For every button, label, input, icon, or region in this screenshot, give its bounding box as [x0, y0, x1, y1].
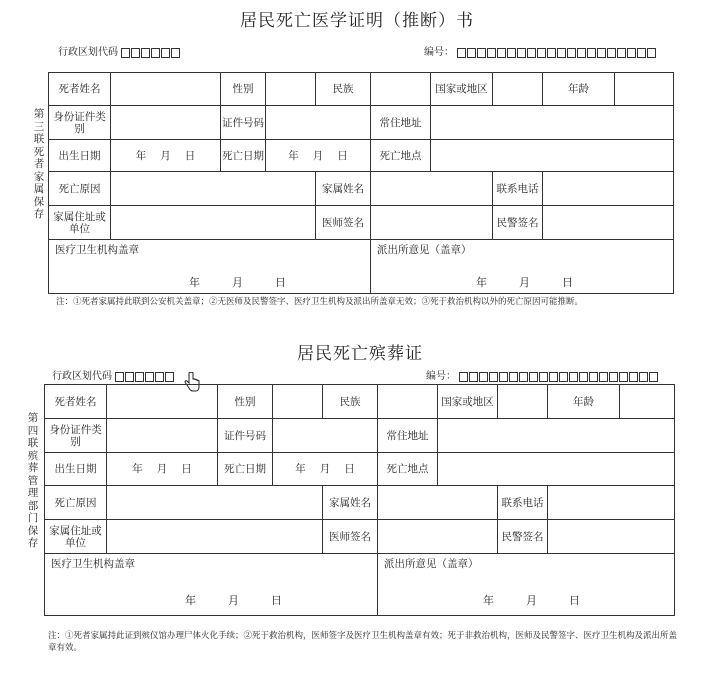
input-cause[interactable] — [107, 486, 323, 520]
police-seal-label: 派出所意见（盖章） — [377, 244, 472, 256]
input-id-no[interactable] — [266, 106, 371, 140]
input-id-type[interactable] — [111, 106, 221, 140]
label-residence: 常住地址 — [371, 106, 431, 140]
input-police-sign[interactable] — [543, 206, 674, 240]
label-name: 死者姓名 — [45, 385, 107, 419]
input-name[interactable] — [111, 73, 221, 106]
input-contact[interactable] — [548, 486, 675, 520]
label-contact: 联系电话 — [498, 486, 548, 520]
input-police-sign[interactable] — [548, 520, 675, 554]
part3-region-code — [58, 43, 181, 58]
police-seal-cell[interactable] — [371, 240, 674, 294]
label-id-type: 身份证件类别 — [49, 106, 111, 140]
input-relative-addr[interactable] — [107, 520, 323, 554]
label-ethnicity: 民族 — [323, 385, 378, 419]
input-age[interactable] — [615, 73, 674, 106]
part3-serial-label: 编号： — [424, 47, 454, 58]
label-cause: 死亡原因 — [45, 486, 107, 520]
label-id-no: 证件号码 — [218, 419, 273, 453]
part4-title: 居民死亡殡葬证 — [297, 344, 423, 364]
part4-region-boxes[interactable] — [115, 371, 175, 382]
police-seal-date: 年 月 日 — [476, 276, 573, 289]
part3-serial-boxes[interactable] — [457, 47, 657, 58]
part4-serial-boxes[interactable] — [459, 371, 659, 382]
police-seal-date: 年 月 日 — [483, 594, 580, 607]
label-contact: 联系电话 — [493, 172, 543, 206]
input-relative-name[interactable] — [371, 172, 493, 206]
input-residence[interactable] — [438, 419, 675, 453]
label-relative-addr: 家属住址或单位 — [49, 206, 111, 240]
part4-serial — [426, 367, 659, 382]
label-death-place: 死亡地点 — [371, 140, 431, 172]
input-age[interactable] — [620, 385, 675, 419]
input-country[interactable] — [498, 385, 548, 419]
input-ethnicity[interactable] — [378, 385, 438, 419]
input-id-type[interactable] — [107, 419, 218, 453]
label-doctor-sign: 医师签名 — [323, 520, 378, 554]
label-relative-addr: 家属住址或单位 — [45, 520, 107, 554]
label-country: 国家或地区 — [438, 385, 498, 419]
input-birth[interactable]: 年 月 日 — [107, 453, 218, 486]
input-death-place[interactable] — [431, 140, 674, 172]
input-death-date[interactable]: 年 月 日 — [266, 140, 371, 172]
label-cause: 死亡原因 — [49, 172, 111, 206]
part4-region-code — [52, 367, 175, 382]
part4-side-label: 第四联 殡葬管理部门保存 — [27, 412, 49, 549]
label-country: 国家或地区 — [431, 73, 493, 106]
part3-side-label: 第三联 死者家属保存 — [33, 108, 55, 220]
label-police-sign: 民警签名 — [498, 520, 548, 554]
medical-seal-label: 医疗卫生机构盖章 — [55, 244, 139, 256]
label-doctor-sign: 医师签名 — [316, 206, 371, 240]
label-birth: 出生日期 — [49, 140, 111, 172]
label-gender: 性别 — [221, 73, 266, 106]
part3-form-table — [48, 72, 674, 294]
medical-seal-cell[interactable] — [45, 554, 378, 616]
medical-seal-label: 医疗卫生机构盖章 — [51, 558, 135, 570]
input-relative-addr[interactable] — [111, 206, 316, 240]
label-age: 年龄 — [548, 385, 620, 419]
label-death-date: 死亡日期 — [218, 453, 273, 486]
input-gender[interactable] — [266, 73, 316, 106]
label-ethnicity: 民族 — [316, 73, 371, 106]
label-relative-name: 家属姓名 — [316, 172, 371, 206]
part4-serial-label: 编号： — [426, 371, 456, 382]
input-ethnicity[interactable] — [371, 73, 431, 106]
label-birth: 出生日期 — [45, 453, 107, 486]
medical-seal-cell[interactable] — [49, 240, 371, 294]
part3-region-label: 行政区划代码 — [58, 47, 118, 58]
input-residence[interactable] — [431, 106, 674, 140]
part3-note: 注：①死者家属持此联到公安机关盖章；②无医师及民警签字、医疗卫生机构及派出所盖章无效；③死于救治机构以外的死亡原因可能推断。 — [56, 297, 584, 307]
input-death-date[interactable]: 年 月 日 — [273, 453, 378, 486]
label-relative-name: 家属姓名 — [323, 486, 378, 520]
input-id-no[interactable] — [273, 419, 378, 453]
label-id-type: 身份证件类别 — [45, 419, 107, 453]
input-name[interactable] — [107, 385, 218, 419]
part3-title: 居民死亡医学证明（推断）书 — [240, 11, 474, 31]
label-death-date: 死亡日期 — [221, 140, 266, 172]
input-gender[interactable] — [273, 385, 323, 419]
part4-note: 注：①死者家属持此证到殡仪馆办理尸体火化手续；②死于救治机构，医师签字及医疗卫生机构盖章有效；死于非救治机构，医师及民警签字、医疗卫生机构及派出所盖章有效。 — [48, 631, 678, 653]
part3-serial — [424, 43, 657, 58]
label-police-sign: 民警签名 — [493, 206, 543, 240]
label-age: 年龄 — [543, 73, 615, 106]
input-doctor-sign[interactable] — [371, 206, 493, 240]
medical-seal-date: 年 月 日 — [189, 276, 286, 289]
label-gender: 性别 — [218, 385, 273, 419]
label-name: 死者姓名 — [49, 73, 111, 106]
input-birth[interactable]: 年 月 日 — [111, 140, 221, 172]
input-death-place[interactable] — [438, 453, 675, 486]
part3-region-boxes[interactable] — [121, 47, 181, 58]
police-seal-cell[interactable] — [378, 554, 675, 616]
label-death-place: 死亡地点 — [378, 453, 438, 486]
label-residence: 常住地址 — [378, 419, 438, 453]
input-doctor-sign[interactable] — [378, 520, 498, 554]
input-cause[interactable] — [111, 172, 316, 206]
police-seal-label: 派出所意见（盖章） — [384, 558, 479, 570]
input-country[interactable] — [493, 73, 543, 106]
label-id-no: 证件号码 — [221, 106, 266, 140]
input-contact[interactable] — [543, 172, 674, 206]
medical-seal-date: 年 月 日 — [185, 594, 282, 607]
input-relative-name[interactable] — [378, 486, 498, 520]
part4-region-label: 行政区划代码 — [52, 371, 112, 382]
part4-form-table — [44, 384, 675, 616]
